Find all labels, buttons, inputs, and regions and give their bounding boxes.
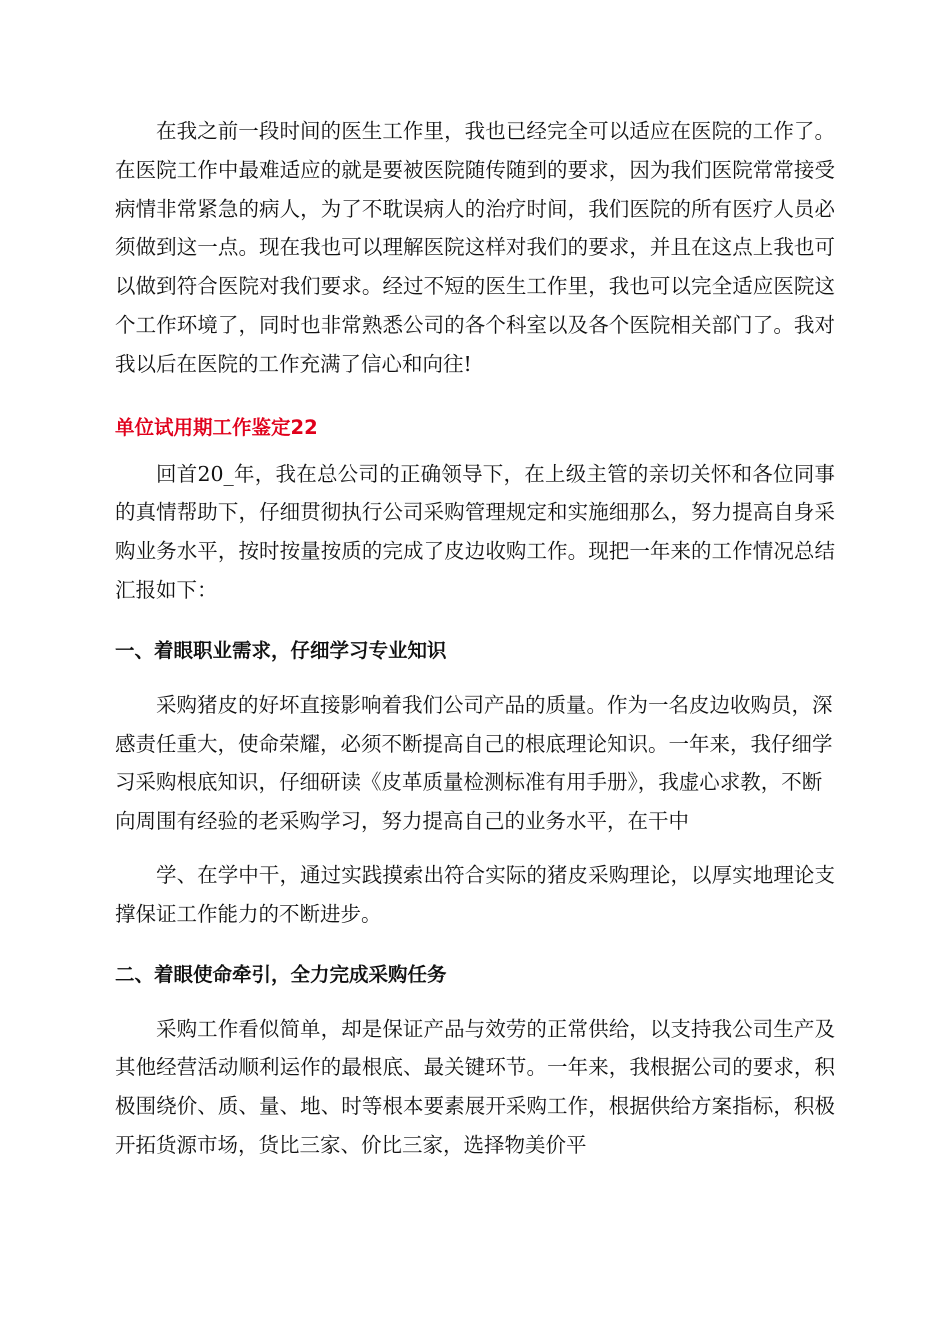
body-paragraph: 采购猪皮的好坏直接影响着我们公司产品的质量。作为一名皮边收购员，深感责任重大，使命荣耀，必须不断提高自己的根底理论知识。一年来，我仔细学习采购根底知识，仔细研读《皮革质量检测标准有用手册》，我虚心求教，不断向周围有经验的老采购学习，努力提高自己的业务水平，在干中 bbox=[115, 692, 833, 834]
section-heading: 一、着眼职业需求，仔细学习专业知识 bbox=[115, 638, 447, 662]
section-title: 单位试用期工作鉴定22 bbox=[115, 415, 318, 439]
body-paragraph: 学、在学中干，通过实践摸索出符合实际的猪皮采购理论，以厚实地理论支撑保证工作能力的不断进步。 bbox=[115, 862, 835, 926]
body-paragraph: 采购工作看似简单，却是保证产品与效劳的正常供给，以支持我公司生产及其他经营活动顺利运作的最根底、最关键环节。一年来，我根据公司的要求，积极围绕价、质、量、地、时等根本要素展开采购工作，根据供给方案指标，积极开拓货源市场，货比三家、价比三家，选择物美价平 bbox=[115, 1016, 835, 1157]
body-paragraph: 在我之前一段时间的医生工作里，我也已经完全可以适应在医院的工作了。在医院工作中最难适应的就是要被医院随传随到的要求，因为我们医院常常接受病情非常紧急的病人，为了不耽误病人的治疗时间，我们医院的所有医疗人员必须做到这一点。现在我也可以理解医院这样对我们的要求，并且在这点上我也可以做到符合医院对我们要求。经过不短的医生工作里，我也可以完全适应医院这个工作环境了，同时也非常熟悉公司的各个科室以及各个医院相关部门了。我对我以后在医院的工作充满了信心和向往! bbox=[115, 119, 835, 376]
document-page bbox=[115, 112, 835, 1165]
section-heading: 二、着眼使命牵引，全力完成采购任务 bbox=[115, 962, 447, 986]
body-paragraph: 回首20_年，我在总公司的正确领导下，在上级主管的亲切关怀和各位同事的真情帮助下，仔细贯彻执行公司采购管理规定和实施细那么，努力提高自身采购业务水平，按时按量按质的完成了皮边收购工作。现把一年来的工作情况总结汇报如下： bbox=[115, 461, 835, 602]
